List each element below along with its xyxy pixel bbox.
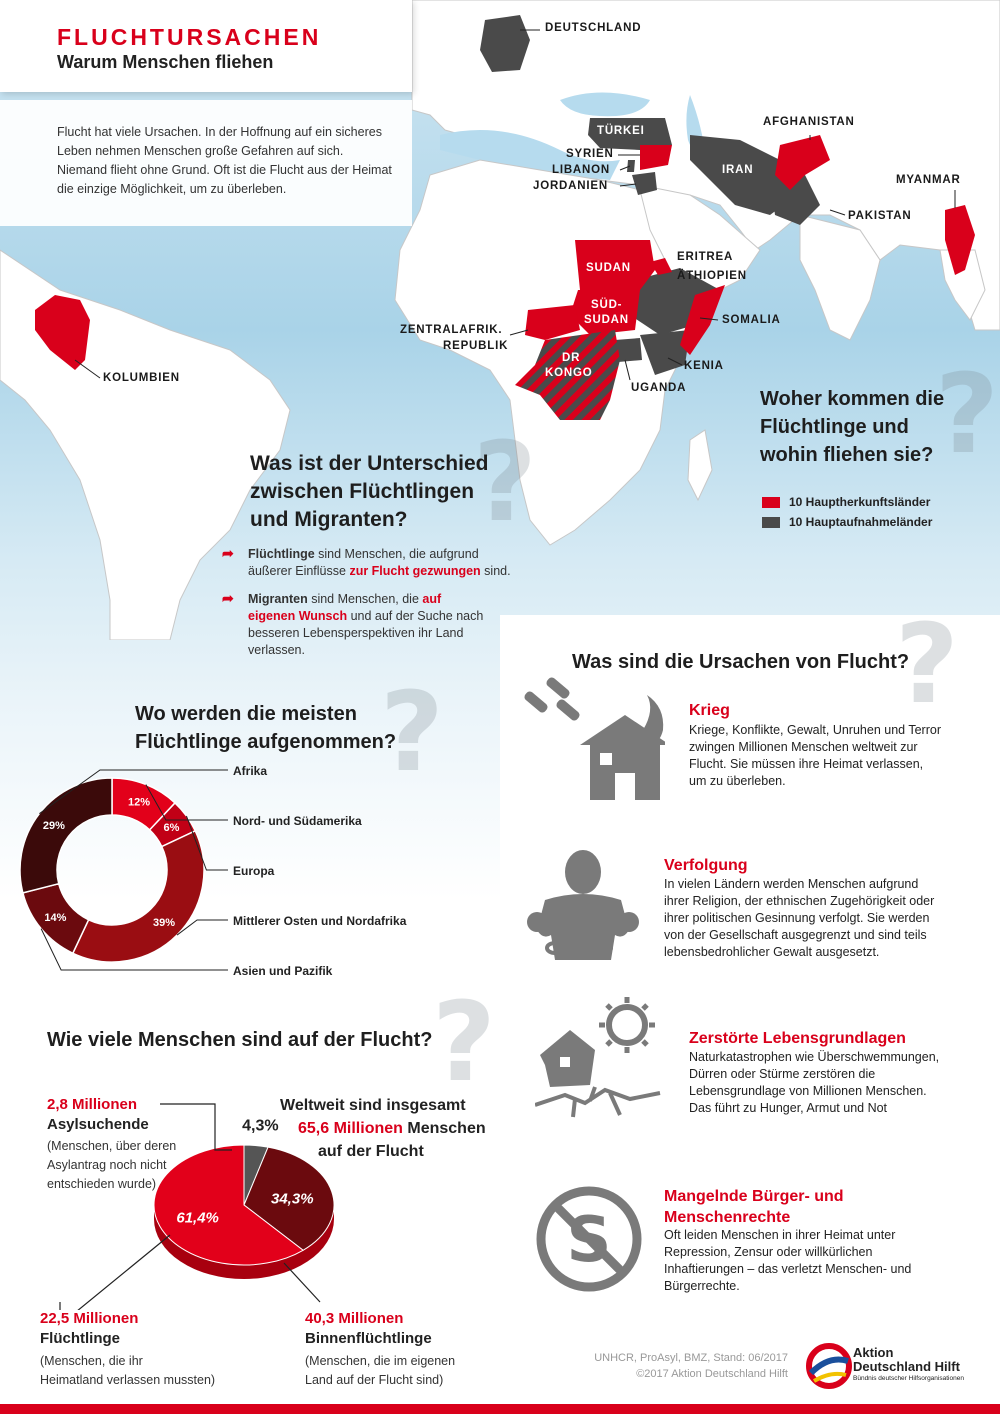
bullet-refugees: Flüchtlinge sind Menschen, die aufgrund äußerer Einflüsse zur Flucht gezwungen sind.	[248, 547, 511, 578]
donut-value-label-2: 6%	[163, 821, 180, 834]
donut-question: Wo werden die meisten Flüchtlinge aufgenommen?	[135, 703, 397, 753]
donut-label-afrika: Afrika	[233, 764, 268, 778]
bottom-bar	[0, 1404, 1000, 1414]
country-libanon	[627, 160, 635, 172]
pie-leader-line-1	[60, 1235, 170, 1310]
question-mark-icon: ?	[380, 668, 444, 796]
cause-title-krieg: Krieg	[689, 702, 730, 719]
label-deutschland: DEUTSCHLAND	[545, 22, 642, 34]
asyl-label: Asylsuchende	[47, 1116, 149, 1133]
label-iran: IRAN	[722, 164, 754, 176]
donut-segment-3	[73, 831, 204, 962]
fl-desc: (Menschen, die ihr Heimatland verlassen mussten)	[40, 1354, 216, 1387]
label-dr: DR	[562, 352, 581, 364]
people-question: Wie viele Menschen sind auf der Flucht?	[47, 1029, 433, 1051]
cause-title-lebensgrundlagen: Zerstörte Lebensgrundlagen	[689, 1030, 906, 1047]
label-tuerkei: TÜRKEI	[597, 125, 645, 137]
label-sudan: SUDAN	[586, 262, 631, 274]
pie-value-label-0: 4,3%	[242, 1117, 279, 1135]
page-subtitle: Warum Menschen fliehen	[57, 52, 274, 72]
legend-swatch-host	[762, 517, 780, 528]
donut-segment-0	[20, 778, 112, 893]
label-kolumbien: KOLUMBIEN	[103, 372, 180, 384]
donut-label-asien: Asien und Pazifik	[233, 964, 333, 978]
pie-value-label-2: 61,4%	[176, 1209, 219, 1227]
legend-swatch-origin	[762, 497, 780, 508]
intro-text: Flucht hat viele Ursachen. In der Hoffnung auf ein sicheres Leben nehmen Menschen große Gefahren auf sich. Niemand flieht ohne Grund. Oft ist die Flucht aus der Heimat die einzige Möglichkeit, um zu überleben.	[57, 125, 392, 196]
label-syrien: SYRIEN	[566, 148, 614, 160]
donut-value-label-0: 29%	[42, 819, 65, 832]
label-myanmar: MYANMAR	[896, 174, 961, 186]
source-text: UNHCR, ProAsyl, BMZ, Stand: 06/2017 ©2017 Aktion Deutschland Hilft	[594, 1352, 788, 1380]
label-pakistan: PAKISTAN	[848, 210, 912, 222]
logo-icon	[806, 1343, 852, 1389]
label-eritrea: ERITREA	[677, 251, 734, 263]
pie-leader-line-0	[160, 1104, 232, 1150]
fl-number: 22,5 Millionen	[40, 1310, 139, 1327]
pie-value-label-1: 34,3%	[271, 1190, 314, 1208]
donut-value-label-1: 12%	[128, 796, 151, 809]
map-question: Woher kommen die Flüchtlinge und wohin fliehen sie?	[760, 388, 945, 466]
cause-text-lebensgrundlagen: Naturkatastrophen wie Überschwemmungen, Dürren oder Stürme zerstören die Lebensgrundlage von Millionen Menschen. Das führt zu Hunger, Armut und Not	[689, 1050, 940, 1115]
question-mark-icon: ?	[935, 350, 999, 478]
label-afghanistan: AFGHANISTAN	[763, 116, 855, 128]
no-rights-icon	[535, 1185, 645, 1295]
page-title: FLUCHTURSACHEN	[57, 24, 322, 50]
label-jordanien: JORDANIEN	[533, 180, 608, 192]
legend-host: 10 Hauptaufnahmeländer	[789, 515, 933, 529]
pie-chart	[0, 1090, 500, 1310]
total-text: Weltweit sind insgesamt 65,6 Millionen Menschen auf der Flucht	[280, 1097, 486, 1160]
destroyed-house-sun-icon	[535, 995, 665, 1120]
cause-title-rechte: Mangelnde Bürger- und Menschenrechte	[664, 1188, 844, 1226]
fl-label: Flüchtlinge	[40, 1330, 120, 1347]
donut-value-label-4: 14%	[44, 911, 67, 924]
donut-label-europa: Europa	[233, 864, 275, 878]
label-suedsudan: SUDAN	[584, 314, 629, 326]
cause-title-verfolgung: Verfolgung	[664, 857, 748, 874]
bullet-migrants: Migranten sind Menschen, die auf eigenen Wunsch und auf der Suche nach besseren Lebensperspektiven ihr Land verlassen.	[248, 592, 484, 657]
causes-question: Was sind die Ursachen von Flucht?	[572, 651, 910, 673]
label-aethiopien: ÄTHIOPIEN	[677, 270, 747, 282]
arrow-icon: ➦	[222, 545, 234, 561]
chained-person-icon	[525, 850, 640, 970]
binnen-number: 40,3 Millionen	[305, 1310, 404, 1327]
question-mark-icon: ?	[473, 418, 537, 546]
label-uganda: UGANDA	[631, 382, 687, 394]
cause-text-krieg: Kriege, Konflikte, Gewalt, Unruhen und Terror zwingen Millionen Menschen weltweit zur Flucht. Sie müssen ihre Heimat verlassen, um zu überleben.	[689, 723, 941, 788]
label-sued: SÜD-	[591, 299, 623, 311]
label-kongo: KONGO	[545, 367, 593, 379]
donut-label-mena: Mittlerer Osten und Nordafrika	[233, 914, 407, 928]
legend-origin: 10 Hauptherkunftsländer	[789, 495, 931, 509]
donut-label-amerika: Nord- und Südamerika	[233, 814, 362, 828]
binnen-desc: (Menschen, die im eigenen Land auf der Flucht sind)	[305, 1354, 456, 1387]
cause-text-rechte: Oft leiden Menschen in ihrer Heimat unter Repression, Zensur oder willkürlichen Inhaftierungen – das verletzt Menschen- und Bürgerrechte.	[664, 1228, 912, 1293]
arrow-icon: ➦	[222, 590, 234, 606]
donut-value-label-3: 39%	[152, 916, 175, 929]
difference-question: Was ist der Unterschied zwischen Flüchtlingen und Migranten?	[250, 452, 489, 531]
svg-text:S: S	[566, 1203, 612, 1276]
question-mark-icon: ?	[432, 978, 496, 1106]
asyl-number: 2,8 Millionen	[47, 1096, 138, 1113]
binnen-label: Binnenflüchtlinge	[305, 1330, 432, 1347]
label-zar-2: REPUBLIK	[443, 340, 509, 352]
question-mark-icon: ?	[895, 600, 959, 728]
pie-leader-line-2	[284, 1263, 320, 1302]
label-zar-1: ZENTRALAFRIK.	[400, 324, 503, 336]
cause-text-verfolgung: In vielen Ländern werden Menschen aufgrund ihrer Religion, der ethnischen Zugehörigkeit oder ihrer politischen Gesinnung verfolgt. Sie werden von der Gesellschaft ausgegrenzt und sind teils lebensbedrohlicher Gewalt ausgesetzt.	[664, 877, 935, 959]
asyl-desc: (Menschen, über deren Asylantrag noch nicht entschieden wurde)	[47, 1139, 177, 1191]
label-somalia: SOMALIA	[722, 314, 781, 326]
label-kenia: KENIA	[684, 360, 724, 372]
logo-text: Aktion Deutschland Hilft Bündnis deutscher Hilfsorganisationen	[853, 1345, 964, 1382]
war-icon	[515, 675, 665, 805]
label-libanon: LIBANON	[552, 164, 610, 176]
